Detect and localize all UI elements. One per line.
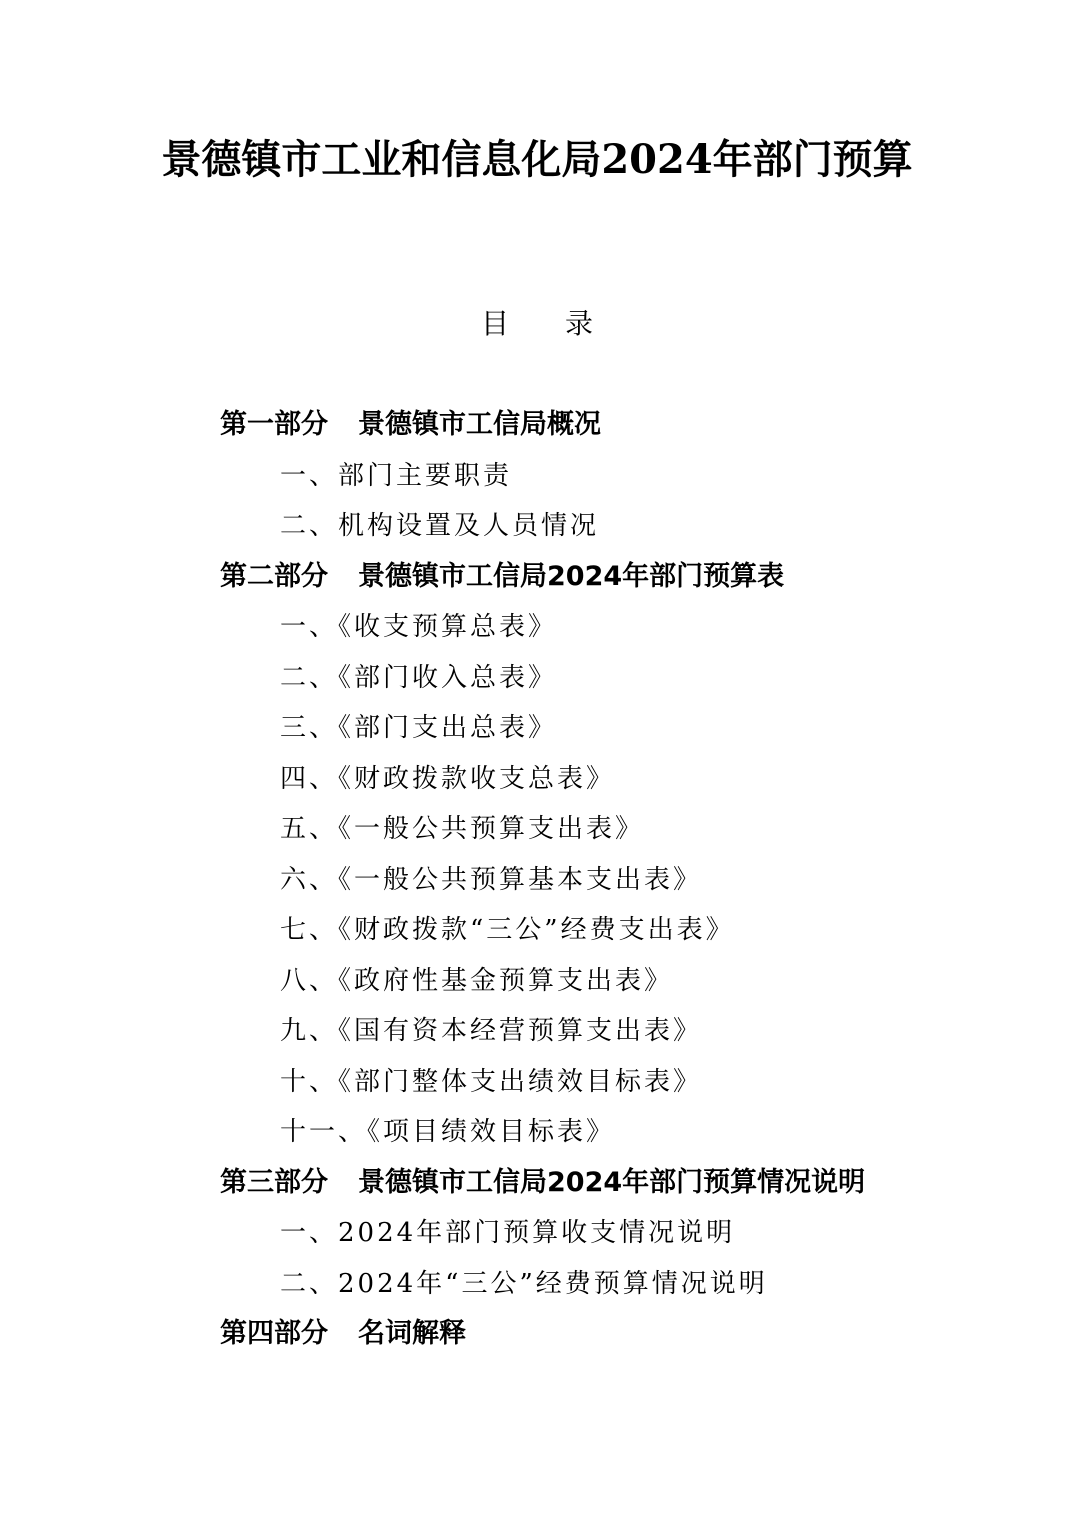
page-title: 景德镇市工业和信息化局2024年部门预算 bbox=[161, 136, 913, 183]
toc-item: 四、《财政拨款收支总表》 bbox=[280, 763, 616, 794]
toc-part-3-number: 第三部分 bbox=[220, 1166, 328, 1198]
toc-item: 八、《政府性基金预算支出表》 bbox=[280, 965, 674, 996]
toc-part-1 bbox=[220, 400, 1040, 451]
toc-part-2-number: 第二部分 bbox=[220, 560, 328, 592]
toc-part-1-title: 景德镇市工信局概况 bbox=[358, 409, 601, 440]
toc-item: 二、机构设置及人员情况 bbox=[280, 511, 600, 541]
toc-item: 十、《部门整体支出绩效目标表》 bbox=[280, 1066, 703, 1097]
toc-part-2 bbox=[220, 552, 1040, 603]
toc-heading: 目录 bbox=[480, 307, 649, 340]
toc-item: 十一、《项目绩效目标表》 bbox=[280, 1117, 616, 1147]
toc-item: 一、部门主要职责 bbox=[280, 460, 513, 491]
toc-part-3-title: 景德镇市工信局2024年部门预算情况说明 bbox=[358, 1166, 866, 1198]
toc-item: 一、《收支预算总表》 bbox=[280, 612, 558, 642]
toc-item: 二、《部门收入总表》 bbox=[280, 662, 558, 693]
toc-part-2-title: 景德镇市工信局2024年部门预算表 bbox=[358, 560, 785, 592]
toc-item: 六、《一般公共预算基本支出表》 bbox=[280, 864, 703, 895]
toc-item: 二、2024年“三公”经费预算情况说明 bbox=[280, 1268, 768, 1299]
toc-item: 五、《一般公共预算支出表》 bbox=[280, 814, 645, 844]
toc-part-3 bbox=[220, 1158, 1040, 1209]
toc-item: 七、《财政拨款“三公”经费支出表》 bbox=[280, 915, 735, 945]
toc-item: 九、《国有资本经营预算支出表》 bbox=[280, 1016, 703, 1046]
toc-item: 一、2024年部门预算收支情况说明 bbox=[280, 1218, 736, 1248]
toc-part-4-number: 第四部分 bbox=[220, 1318, 328, 1349]
toc-part-4 bbox=[220, 1309, 1040, 1360]
table-of-contents bbox=[220, 400, 1040, 1360]
toc-part-4-title: 名词解释 bbox=[358, 1318, 466, 1349]
toc-part-1-number: 第一部分 bbox=[220, 409, 328, 440]
toc-item: 三、《部门支出总表》 bbox=[280, 713, 558, 743]
